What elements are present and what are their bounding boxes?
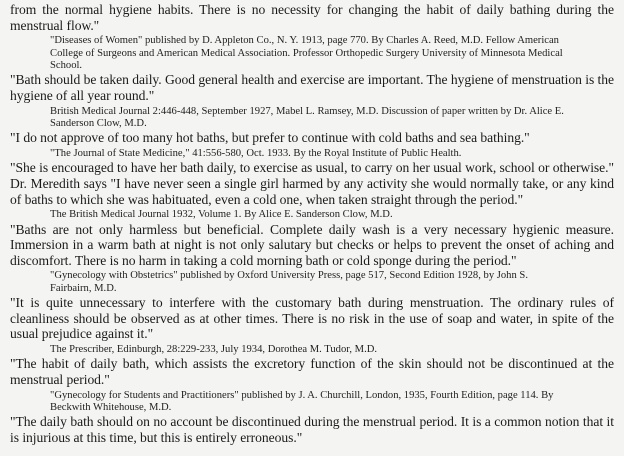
citation-text: "Gynecology for Students and Practitioners" published by J. A. Churchill, London, 1935, Fourth Edition, page 114. By Beckwith Whitehouse, M.D. <box>50 389 554 413</box>
citation-text: British Medical Journal 2:446-448, September 1927, Mabel L. Ramsey, M.D. Discussion of paper written by Dr. Alice E. Sanderson Clow, M.D. <box>50 105 564 129</box>
quote-text: "Baths are not only harmless but beneficial. Complete daily wash is a very necessary hygienic measure. Immersion in a warm bath at night is not only salutary but checks or helps to prevent the onset of aching and discomfort. There is no harm in taking a cold morning bath or cold sponge during the period." <box>10 221 614 268</box>
quote-text: "It is quite unnecessary to interfere with the customary bath during menstruation. The ordinary rules of cleanliness should be observed as at other times. There is no risk in the use of soap and water, in spite of the usual prejudice against it." <box>10 295 614 342</box>
citation-text: "The Journal of State Medicine," 41:556-580, Oct. 1933. By the Royal Institute of Public Health. <box>50 148 462 159</box>
citation-text: "Gynecology with Obstetrics" published by Oxford University Press, page 517, Second Edition 1928, by John S. Fairbairn, M.D. <box>50 270 528 294</box>
citation-text: The British Medical Journal 1932, Volume 1. By Alice E. Sanderson Clow, M.D. <box>50 209 393 221</box>
quote-text: "She is encouraged to have her bath daily, to exercise as usual, to carry on her usual work, school or otherwise." Dr. Meredith says "I have never seen a single girl harmed by any activity she would normally take, or any kind of baths to which she was habituated, even a cold one, when taken straight through the period." <box>10 160 614 207</box>
quote-block-3 <box>10 130 614 160</box>
quote-block-2 <box>10 72 614 130</box>
quote-block-8 <box>10 414 614 445</box>
citation-text: The Prescriber, Edinburgh, 28:229-233, July 1934, Dorothea M. Tudor, M.D. <box>50 343 378 355</box>
quote-text: "I do not approve of too many hot baths, but prefer to continue with cold baths and sea bathing." <box>10 130 530 146</box>
quote-text: "Bath should be taken daily. Good general health and exercise are important. The hygiene of menstruation is the hygiene of all year round." <box>10 72 614 103</box>
quote-block-7 <box>10 356 614 414</box>
quote-block-6 <box>10 295 614 356</box>
quote-block-5 <box>10 222 614 296</box>
quote-text: "The habit of daily bath, which assists the excretory function of the skin should not be discontinued at the menstrual period." <box>10 356 614 387</box>
quote-text: from the normal hygiene habits. There is no necessity for changing the habit of daily bathing during the menstrual flow." <box>10 2 614 33</box>
quote-text: "The daily bath should on no account be discontinued during the menstrual period. It is a common notion that it is injurious at this time, but this is entirely erroneous." <box>10 414 614 445</box>
quote-block-4 <box>10 160 614 221</box>
citation-text: "Diseases of Women" published by D. Appleton Co., N. Y. 1913, page 770. By Charles A. Reed, M.D. Fellow American College of Surgeons and American Medical Association. Professor Orthopedic Surgery University of Minnesota Medical School. <box>50 35 563 71</box>
quote-block-1 <box>10 2 614 72</box>
